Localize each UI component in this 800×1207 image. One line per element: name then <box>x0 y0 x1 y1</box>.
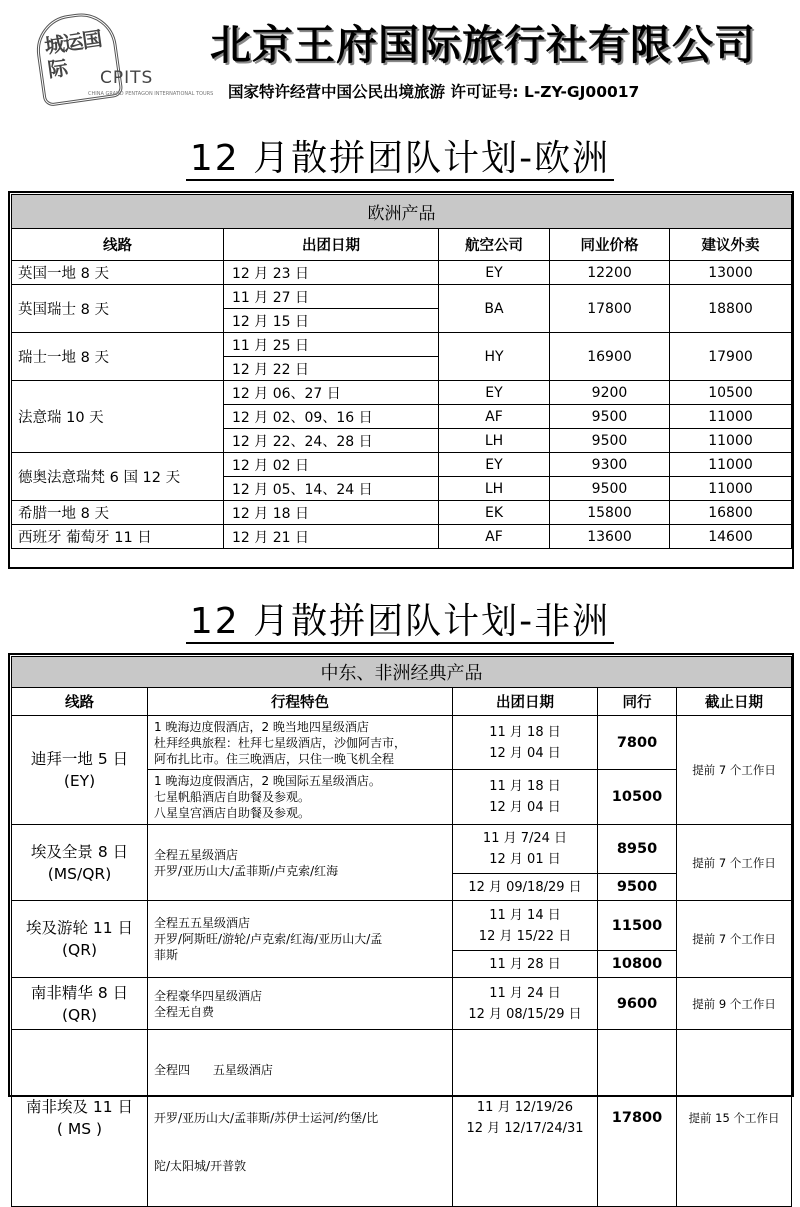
africa-table <box>11 656 792 1207</box>
europe-caption: 欧洲产品 <box>12 195 792 229</box>
table-row <box>12 381 792 405</box>
deadline: 提前 7 个工作日 <box>677 901 792 978</box>
airline: EY <box>439 381 550 405</box>
table-row <box>12 1030 792 1207</box>
retail-price: 11000 <box>670 405 792 429</box>
feature-line: 八星皇宫酒店自助餐及参观。 <box>154 806 311 820</box>
col-airline: 航空公司 <box>439 229 550 261</box>
trade-price: 10800 <box>598 951 677 978</box>
date-line: 11 月 18 日 <box>489 779 561 794</box>
route <box>12 901 148 978</box>
col-route: 线路 <box>12 229 224 261</box>
feature-line: 全程四 五星级酒店 <box>154 1063 273 1077</box>
date-line: 11 月 7/24 日 <box>482 831 568 846</box>
retail-price: 11000 <box>670 453 792 477</box>
features <box>148 770 453 825</box>
retail-price: 18800 <box>670 285 792 333</box>
departure-date <box>453 978 598 1030</box>
departure-date: 12 月 18 日 <box>224 501 439 525</box>
retail-price: 17900 <box>670 333 792 381</box>
deadline: 提前 15 个工作日 <box>677 1030 792 1207</box>
route: 瑞士一地 8 天 <box>12 333 224 381</box>
feature-line: 陀/太阳城/开普敦 <box>154 1159 247 1173</box>
feature-line: 全程豪华四星级酒店 <box>154 988 263 1003</box>
features <box>148 978 453 1030</box>
feature-line: 1 晚海边度假酒店，2 晚国际五星级酒店。 <box>154 774 381 788</box>
departure-date: 12 月 15 日 <box>224 309 439 333</box>
route-carrier: ( MS ) <box>56 1120 103 1138</box>
route: 希腊一地 8 天 <box>12 501 224 525</box>
table-row <box>12 333 792 357</box>
departure-date: 12 月 21 日 <box>224 525 439 549</box>
deadline: 提前 9 个工作日 <box>677 978 792 1030</box>
trade-price: 15800 <box>550 501 670 525</box>
departure-date <box>453 901 598 951</box>
table-row <box>12 501 792 525</box>
airline: AF <box>439 525 550 549</box>
trade-price: 7800 <box>598 716 677 770</box>
route-name: 南非精华 8 日 <box>30 983 129 1002</box>
trade-price: 9500 <box>550 477 670 501</box>
route-carrier: (EY) <box>63 772 96 790</box>
retail-price: 14600 <box>670 525 792 549</box>
logo-chars: 城运国际 <box>42 26 103 82</box>
trade-price: 8950 <box>598 825 677 874</box>
date-line: 11 月 14 日 <box>489 907 561 923</box>
feature-line: 阿布扎比市。住三晚酒店，只住一晚飞机全程 <box>154 751 395 766</box>
africa-caption: 中东、非洲经典产品 <box>12 657 792 688</box>
airline: LH <box>439 429 550 453</box>
feature-line: 菲斯 <box>154 948 179 962</box>
departure-date: 12 月 22 日 <box>224 357 439 381</box>
departure-date: 12 月 06、27 日 <box>224 381 439 405</box>
col-route: 线路 <box>12 688 148 716</box>
route-name: 埃及全景 8 日 <box>30 842 129 861</box>
departure-date: 12 月 22、24、28 日 <box>224 429 439 453</box>
retail-price: 11000 <box>670 477 792 501</box>
trade-price: 9600 <box>598 978 677 1030</box>
date-line: 11 月 12/19/26 <box>476 1100 574 1115</box>
route <box>12 978 148 1030</box>
date-line: 12 月 04 日 <box>489 745 561 761</box>
feature-line: 七星帆船酒店自助餐及参观。 <box>154 790 311 804</box>
airline: HY <box>439 333 550 381</box>
departure-date: 12 月 05、14、24 日 <box>224 477 439 501</box>
route: 英国一地 8 天 <box>12 261 224 285</box>
feature-line: 全程五星级酒店 <box>154 847 239 862</box>
airline: EK <box>439 501 550 525</box>
trade-price: 13600 <box>550 525 670 549</box>
table-row <box>12 261 792 285</box>
departure-date <box>453 825 598 874</box>
trade-price: 12200 <box>550 261 670 285</box>
trade-price: 11500 <box>598 901 677 951</box>
airline: BA <box>439 285 550 333</box>
europe-table <box>11 194 792 549</box>
date-line: 12 月 04 日 <box>489 800 561 815</box>
table-row <box>12 716 792 770</box>
date-line: 12 月 08/15/29 日 <box>468 1006 582 1022</box>
departure-date: 11 月 28 日 <box>453 951 598 978</box>
company-logo <box>28 8 214 104</box>
trade-price: 17800 <box>598 1030 677 1207</box>
col-departure: 出团日期 <box>224 229 439 261</box>
date-line: 12 月 01 日 <box>489 852 561 867</box>
date-line: 12 月 12/17/24/31 <box>466 1121 584 1136</box>
route: 法意瑞 10 天 <box>12 381 224 453</box>
route-name: 迪拜一地 5 日 <box>30 750 129 768</box>
route <box>12 716 148 825</box>
europe-header-row <box>12 229 792 261</box>
col-retail-price: 建议外卖 <box>670 229 792 261</box>
col-deadline: 截止日期 <box>677 688 792 716</box>
trade-price: 9500 <box>598 874 677 901</box>
logo-subtitle: CHINA GRAND PENTAGON INTERNATIONAL TOURS <box>88 91 214 97</box>
route <box>12 1030 148 1207</box>
route-carrier: (QR) <box>61 1005 98 1024</box>
features <box>148 716 453 770</box>
route: 英国瑞士 8 天 <box>12 285 224 333</box>
retail-price: 13000 <box>670 261 792 285</box>
airline: EY <box>439 453 550 477</box>
trade-price: 10500 <box>598 770 677 825</box>
route-carrier: (MS/QR) <box>47 864 112 883</box>
departure-date: 12 月 02 日 <box>224 453 439 477</box>
africa-header-row <box>12 688 792 716</box>
feature-line: 1 晚海边度假酒店，2 晚当地四星级酒店 <box>154 719 369 734</box>
departure-date <box>453 770 598 825</box>
feature-line: 开罗/阿斯旺/游轮/卢克索/红海/亚历山大/孟 <box>154 932 383 946</box>
departure-date: 11 月 27 日 <box>224 285 439 309</box>
table-row <box>12 285 792 309</box>
features <box>148 901 453 978</box>
feature-line: 全程无自费 <box>154 1004 215 1019</box>
route-name: 埃及游轮 11 日 <box>25 919 134 937</box>
date-line: 12 月 15/22 日 <box>478 928 572 944</box>
trade-price: 17800 <box>550 285 670 333</box>
departure-date: 12 月 09/18/29 日 <box>453 874 598 901</box>
deadline: 提前 7 个工作日 <box>677 716 792 825</box>
trade-price: 16900 <box>550 333 670 381</box>
table-row <box>12 978 792 1030</box>
table-row <box>12 901 792 951</box>
route: 德奥法意瑞梵 6 国 12 天 <box>12 453 224 501</box>
retail-price: 11000 <box>670 429 792 453</box>
features <box>148 1030 453 1207</box>
col-trade-price: 同业价格 <box>550 229 670 261</box>
departure-date: 11 月 25 日 <box>224 333 439 357</box>
route-carrier: (QR) <box>61 941 98 959</box>
trade-price: 9200 <box>550 381 670 405</box>
airline: AF <box>439 405 550 429</box>
col-trade-price: 同行 <box>598 688 677 716</box>
table-row <box>12 525 792 549</box>
date-line: 11 月 18 日 <box>489 724 561 740</box>
trade-price: 9300 <box>550 453 670 477</box>
departure-date <box>453 1030 598 1207</box>
features <box>148 825 453 901</box>
table-row <box>12 825 792 874</box>
col-features: 行程特色 <box>148 688 453 716</box>
deadline: 提前 7 个工作日 <box>677 825 792 901</box>
col-departure: 出团日期 <box>453 688 598 716</box>
retail-price: 10500 <box>670 381 792 405</box>
airline: LH <box>439 477 550 501</box>
departure-date: 12 月 23 日 <box>224 261 439 285</box>
departure-date: 12 月 02、09、16 日 <box>224 405 439 429</box>
feature-line: 全程五五星级酒店 <box>154 916 251 930</box>
route <box>12 825 148 901</box>
europe-title: 12 月散拼团队计划-欧洲 <box>0 130 800 181</box>
route-name: 南非埃及 11 日 <box>25 1098 134 1116</box>
departure-date <box>453 716 598 770</box>
trade-price: 9500 <box>550 429 670 453</box>
feature-line: 开罗/亚历山大/孟菲斯/卢克索/红海 <box>154 863 339 878</box>
route: 西班牙 葡萄牙 11 日 <box>12 525 224 549</box>
africa-title: 12 月散拼团队计划-非洲 <box>0 593 800 644</box>
airline: EY <box>439 261 550 285</box>
retail-price: 16800 <box>670 501 792 525</box>
feature-line: 杜拜经典旅程：杜拜七星级酒店，沙伽阿吉市， <box>154 735 407 750</box>
trade-price: 9500 <box>550 405 670 429</box>
license-line: 国家特许经营中国公民出境旅游 许可证号: L-ZY-GJ00017 <box>228 83 640 101</box>
feature-line: 开罗/亚历山大/孟菲斯/苏伊士运河/约堡/比 <box>154 1111 379 1125</box>
logo-abbreviation: CPITS <box>100 68 154 88</box>
table-row <box>12 453 792 477</box>
date-line: 11 月 24 日 <box>489 985 561 1001</box>
company-name: 北京王府国际旅行社有限公司 <box>210 21 756 69</box>
